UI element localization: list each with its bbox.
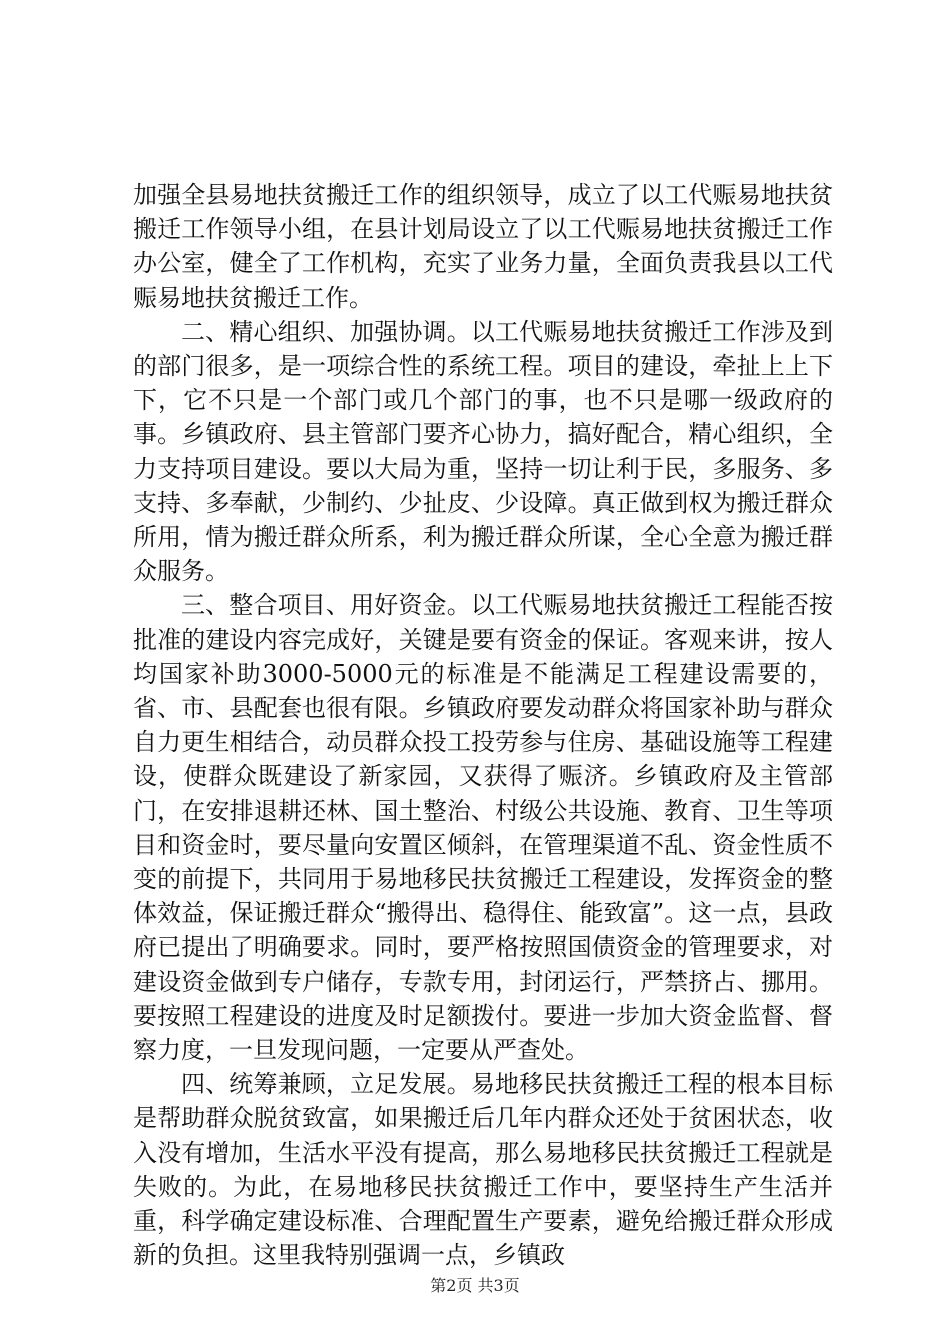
paragraph-section-two: 二、精心组织、加强协调。以工代赈易地扶贫搬迁工作涉及到的部门很多，是一项综合性的系统工程。项目的建设，牵扯上上下下，它不只是一个部门或几个部门的事，也不只是哪一级政府的事。乡镇政府、县主管部门要齐心协力，搞好配合，精心组织，全力支持项目建设。要以大局为重，坚持一切让利于民，多服务、多支持、多奉献，少制约、少扯皮、少设障。真正做到权为搬迁群众所用，情为搬迁群众所系，利为搬迁群众所谋，全心全意为搬迁群众服务。	[133, 317, 833, 586]
paragraph-continuation: 加强全县易地扶贫搬迁工作的组织领导，成立了以工代赈易地扶贫搬迁工作领导小组，在县计划局设立了以工代赈易地扶贫搬迁工作办公室，健全了工作机构，充实了业务力量，全面负责我县以工代赈易地扶贫搬迁工作。	[133, 181, 833, 312]
paragraph-section-three: 三、整合项目、用好资金。以工代赈易地扶贫搬迁工程能否按批准的建设内容完成好，关键是要有资金的保证。客观来讲，按人均国家补助3000-5000元的标准是不能满足工程建设需要的，省、市、县配套也很有限。乡镇政府要发动群众将国家补助与群众自力更生相结合，动员群众投工投劳参与住房、基础设施等工程建设，使群众既建设了新家园，又获得了赈济。乡镇政府及主管部门，在安排退耕还林、国土整治、村级公共设施、教育、卫生等项目和资金时，要尽量向安置区倾斜，在管理渠道不乱、资金性质不变的前提下，共同用于易地移民扶贫搬迁工程建设，发挥资金的整体效益，保证搬迁群众“搬得出、稳得住、能致富”。这一点，县政府已提出了明确要求。同时，要严格按照国债资金的管理要求，对建设资金做到专户储存，专款专用，封闭运行，严禁挤占、挪用。要按照工程建设的进度及时足额拨付。要进一步加大资金监督、督察力度，一旦发现问题，一定要从严查处。	[133, 591, 833, 1065]
page-footer	[0, 1273, 950, 1296]
document-body	[133, 178, 833, 1273]
paragraph-section-four: 四、统筹兼顾，立足发展。易地移民扶贫搬迁工程的根本目标是帮助群众脱贫致富，如果搬迁后几年内群众还处于贫困状态，收入没有增加，生活水平没有提高，那么易地移民扶贫搬迁工程就是失败的。为此，在易地移民扶贫搬迁工作中，要坚持生产生活并重，科学确定建设标准、合理配置生产要素，避免给搬迁群众形成新的负担。这里我特别强调一点，乡镇政	[133, 1070, 833, 1270]
page-number-label: 第2页 共3页	[430, 1276, 520, 1295]
